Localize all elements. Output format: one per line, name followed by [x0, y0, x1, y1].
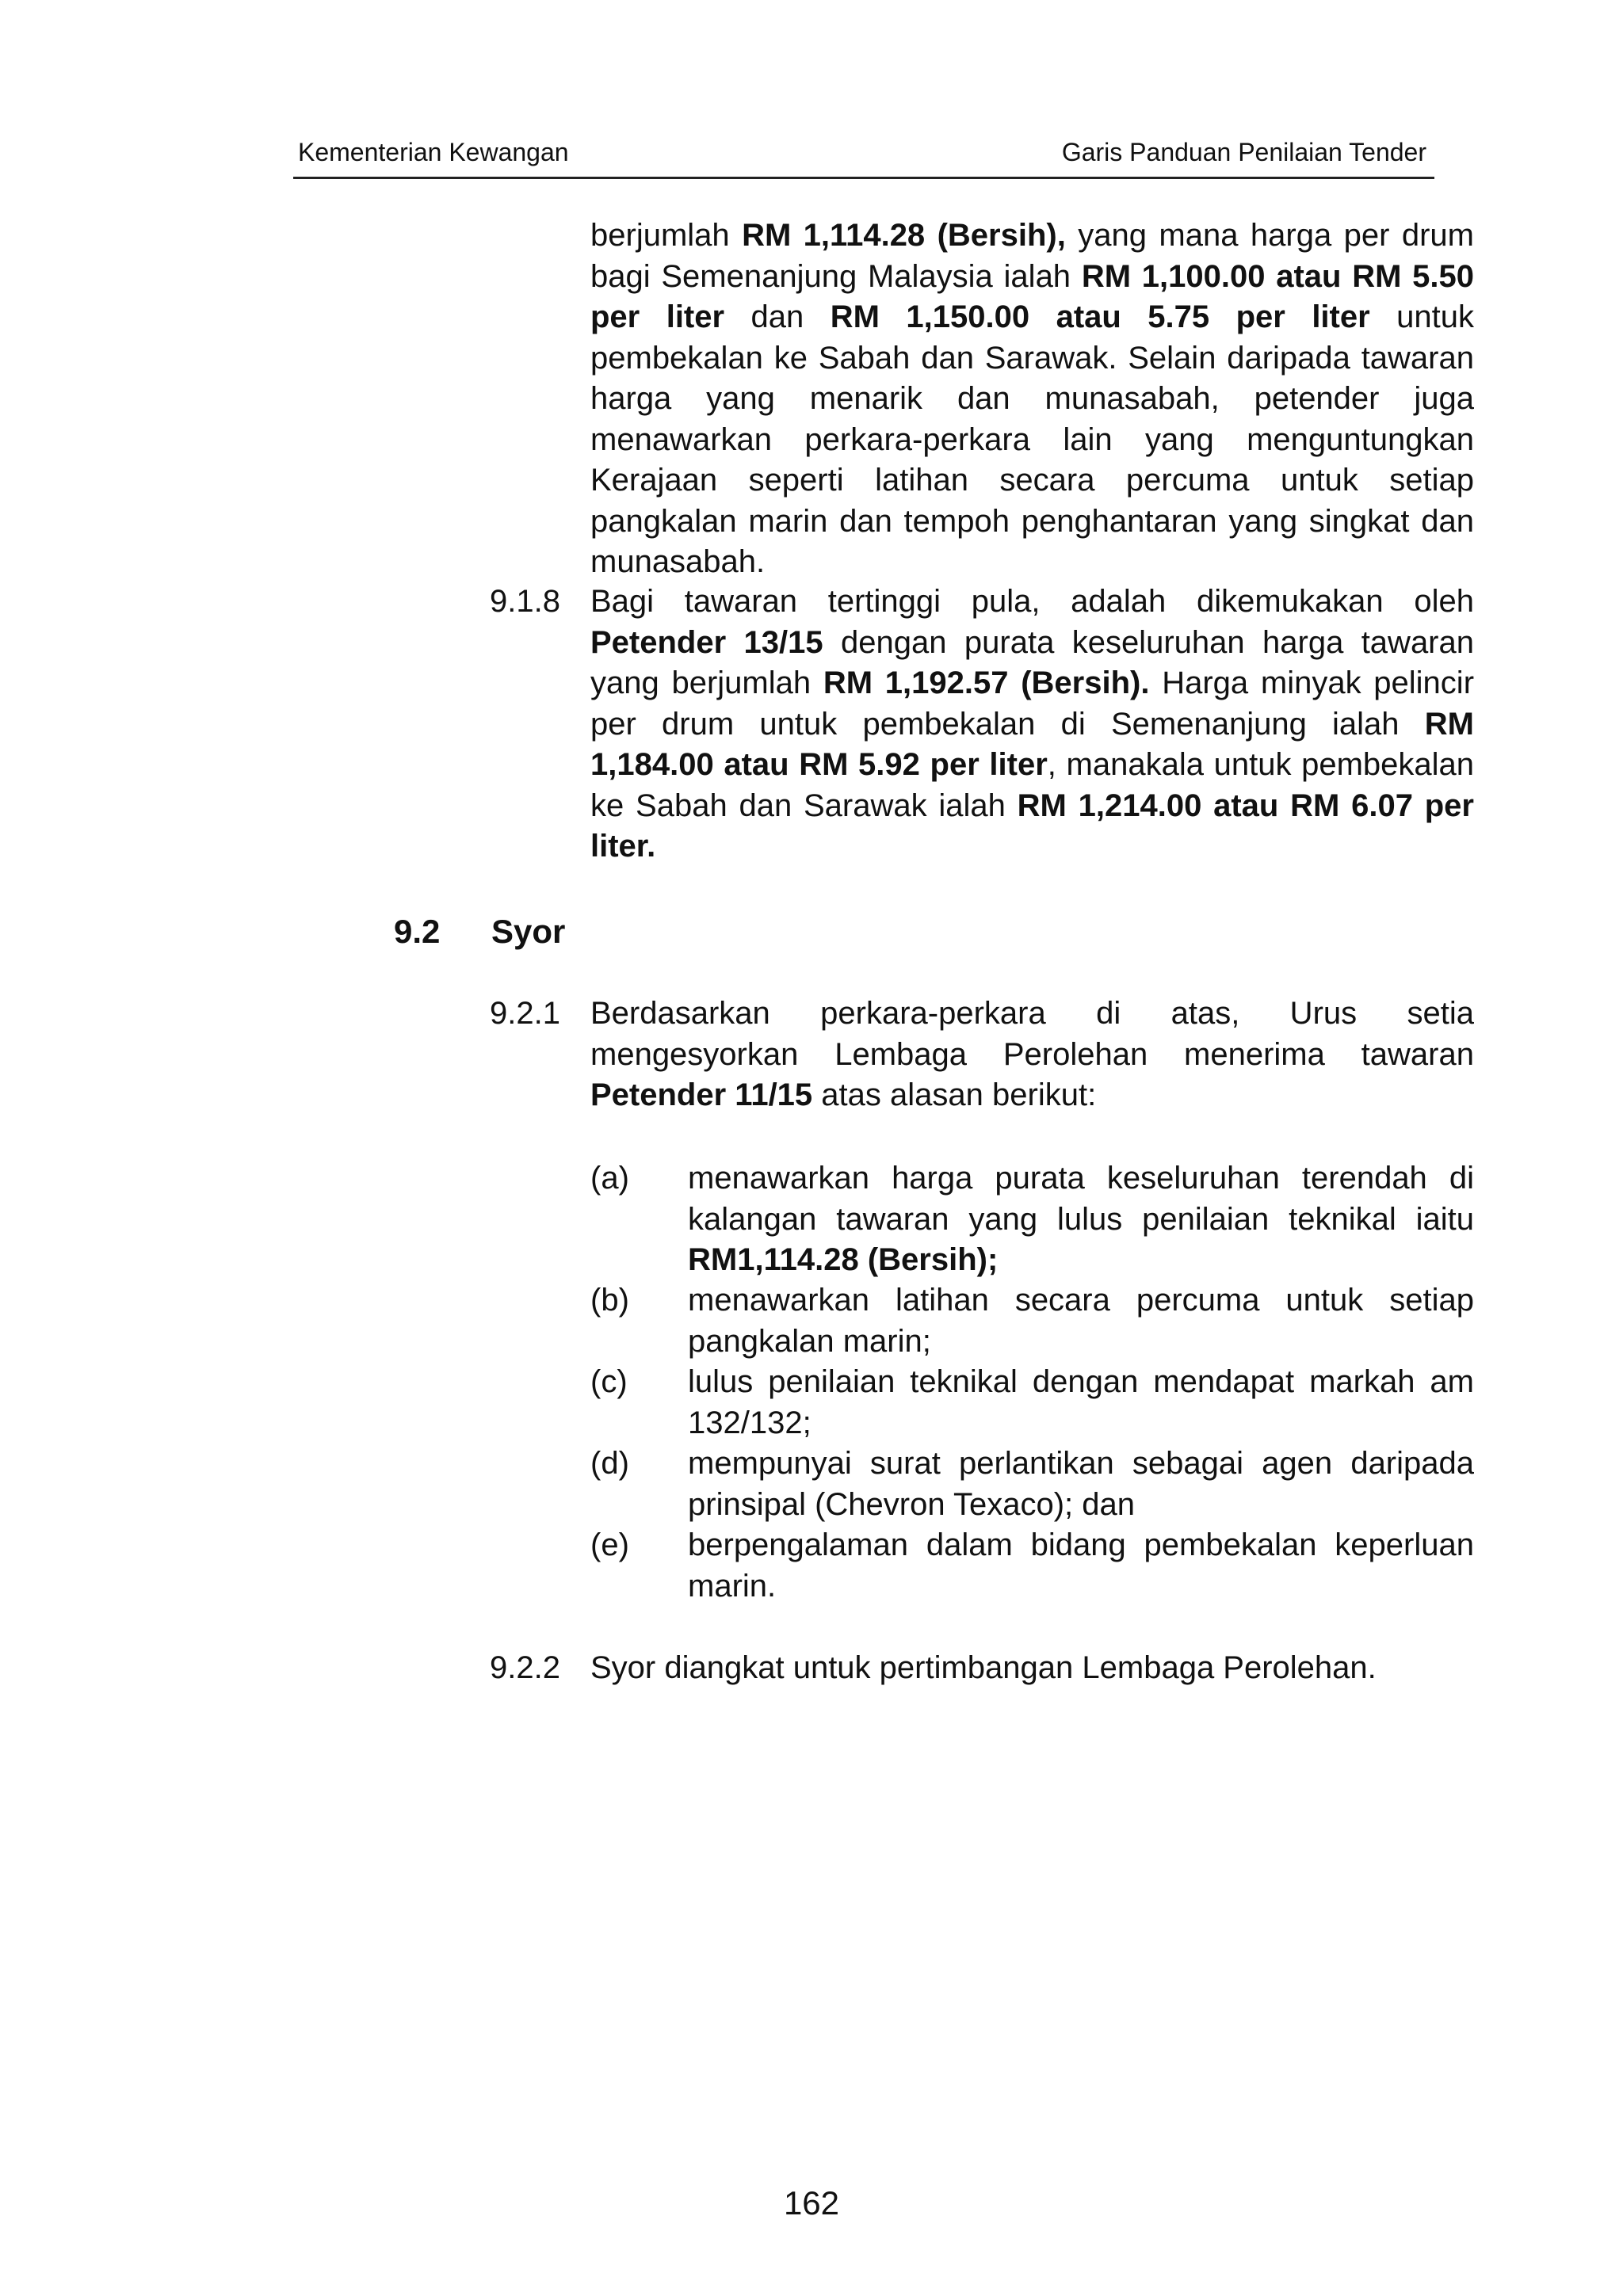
list-item-text-c — [688, 1362, 1474, 1444]
text-run: mempunyai surat perlantikan sebagai agen daripada prinsipal (Chevron Texaco); dan — [688, 1446, 1474, 1522]
text-run: Berdasarkan perkara-perkara di atas, Urus setia mengesyorkan Lembaga Perolehan menerima tawaran — [590, 996, 1474, 1072]
text-run: dan — [724, 299, 831, 334]
bold-text-run: Petender 11/15 — [590, 1077, 813, 1112]
section-number-9-1-8: 9.1.8 — [490, 584, 560, 619]
paragraph-9-2-1 — [590, 994, 1474, 1116]
text-run: Bagi tawaran tertinggi pula, adalah dikemukakan oleh — [590, 584, 1474, 619]
text-run: berpengalaman dalam bidang pembekalan keperluan marin. — [688, 1527, 1474, 1604]
list-item-text-b — [688, 1280, 1474, 1362]
list-item-label-e: (e) — [590, 1527, 629, 1562]
text-run: atas alasan berikut: — [812, 1077, 1097, 1112]
section-number-9-2-2: 9.2.2 — [490, 1650, 560, 1685]
text-run: , manakala untuk pembekalan ke Sabah dan Sarawak ialah — [590, 747, 1475, 823]
list-item-label-b: (b) — [590, 1283, 629, 1318]
list-item-text-d — [688, 1444, 1474, 1525]
text-run: berjumlah — [590, 218, 743, 253]
bold-text-run: RM 1,192.57 (Bersih). — [823, 666, 1150, 700]
text-run: Harga minyak pelincir per drum untuk pembekalan di Semenanjung ialah — [590, 666, 1475, 742]
bold-text-run: RM 1,114.28 (Bersih), — [742, 218, 1066, 253]
section-number-9-2: 9.2 — [394, 913, 441, 950]
list-item-label-d: (d) — [590, 1446, 629, 1481]
text-run: menawarkan latihan secara percuma untuk setiap pangkalan marin; — [688, 1283, 1474, 1359]
page-header — [293, 131, 1434, 179]
section-number-9-2-1: 9.2.1 — [490, 996, 560, 1031]
text-run: dengan purata keseluruhan harga tawaran yang berjumlah — [590, 624, 1474, 700]
list-item-text-a — [688, 1158, 1474, 1281]
page-number: 162 — [783, 2184, 840, 2222]
text-run: menawarkan harga purata keseluruhan terendah di kalangan tawaran yang lulus penilaian teknikal iaitu — [688, 1161, 1474, 1237]
bold-text-run: RM1,114.28 (Bersih); — [688, 1242, 999, 1277]
text-run: untuk pembekalan ke Sabah dan Sarawak. Selain daripada tawaran harga yang menarik dan munasabah, petender juga menawarkan perkara-perkara lain yang menguntungkan Kerajaan seperti latihan secara percuma untuk setiap pangkalan marin dan tempoh penghantaran yang singkat dan munasabah. — [590, 299, 1475, 579]
header-ministry: Kementerian Kewangan — [298, 138, 569, 166]
bold-text-run: RM 1,214.00 atau RM 6.07 per liter. — [590, 788, 1474, 864]
bold-text-run: Petender 13/15 — [590, 624, 823, 660]
bold-text-run: RM 1,150.00 atau 5.75 per liter — [830, 299, 1370, 334]
section-heading-syor: Syor — [491, 913, 566, 950]
text-run: yang mana harga per drum bagi Semenanjung Malaysia ialah — [590, 218, 1474, 294]
text-run: lulus penilaian teknikal dengan mendapat markah am 132/132; — [688, 1364, 1474, 1440]
paragraph-9-2-2: Syor diangkat untuk pertimbangan Lembaga Perolehan. — [590, 1650, 1377, 1685]
list-item-text-e — [688, 1525, 1474, 1607]
list-item-label-a: (a) — [590, 1161, 629, 1196]
bold-text-run: RM 1,100.00 atau RM 5.50 per liter — [590, 258, 1475, 334]
bold-text-run: RM 1,184.00 atau RM 5.92 per liter — [590, 706, 1474, 782]
list-item-label-c: (c) — [590, 1364, 628, 1399]
header-document-title: Garis Panduan Penilaian Tender — [1061, 138, 1426, 166]
paragraph-continuation — [590, 215, 1474, 583]
paragraph-9-1-8 — [590, 582, 1474, 868]
